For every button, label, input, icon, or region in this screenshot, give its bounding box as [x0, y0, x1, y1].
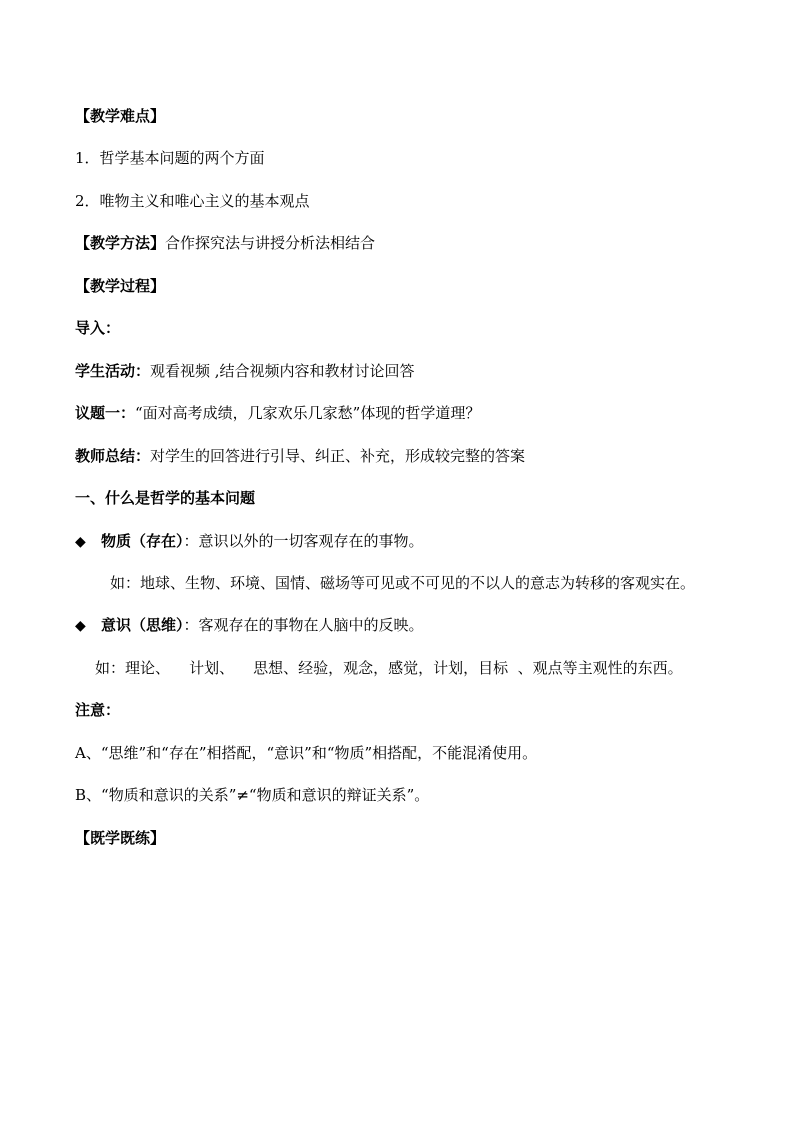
diamond-bullet-icon: ◆: [75, 618, 86, 634]
teaching-process-heading: 【教学过程】: [75, 277, 166, 295]
consciousness-definition-text: ：客观存在的事物在人脑中的反映。: [183, 616, 424, 634]
matter-definition-line: [75, 531, 424, 551]
intro-heading: 导入：: [75, 319, 121, 337]
teacher-summary-text: 对学生的回答进行引导、纠正、补充，形成较完整的答案: [150, 447, 526, 465]
consciousness-definition-line: [75, 615, 424, 635]
matter-definition-text: ：意识以外的一切客观存在的事物。: [183, 532, 424, 550]
teaching-method-label: 【教学方法】: [75, 234, 166, 252]
topic-one-line: [75, 403, 480, 423]
teaching-difficulty-heading: 【教学难点】: [75, 107, 166, 125]
section-one-heading: 一、什么是哲学的基本问题: [75, 489, 256, 507]
matter-label: 物质（存在）: [101, 532, 184, 550]
teaching-method-line: [75, 233, 375, 253]
consciousness-example: 如：理论、 计划、 思想、经验，观念，感觉，计划，目标 、观点等主观性的东西。: [95, 659, 683, 677]
topic-one-label: 议题一：: [75, 404, 136, 422]
student-activity-line: [75, 361, 415, 381]
student-activity-text: 观看视频 ,结合视频内容和教材讨论回答: [150, 362, 415, 380]
note-item-a: A、“思维”和“存在”相搭配，“意识”和“物质”相搭配，不能混淆使用。: [75, 744, 538, 762]
note-heading: 注意：: [75, 701, 121, 719]
note-item-b: B、“物质和意识的关系”≠“物质和意识的辩证关系”。: [75, 786, 430, 804]
teaching-method-text: 合作探究法与讲授分析法相结合: [165, 234, 376, 252]
topic-one-text: “面对高考成绩，几家欢乐几家愁”体现的哲学道理？: [135, 404, 481, 422]
consciousness-label: 意识（思维）: [101, 616, 184, 634]
student-activity-label: 学生活动：: [75, 362, 151, 380]
teacher-summary-label: 教师总结：: [75, 447, 151, 465]
difficulty-item-1: 1．哲学基本问题的两个方面: [75, 149, 265, 167]
practice-heading: 【既学既练】: [75, 829, 166, 847]
matter-example: 如：地球、生物、环境、国情、磁场等可见或不可见的不以人的意志为转移的客观实在。: [110, 574, 696, 592]
diamond-bullet-icon: ◆: [75, 534, 86, 550]
difficulty-item-2: 2．唯物主义和唯心主义的基本观点: [75, 192, 310, 210]
teacher-summary-line: [75, 446, 525, 466]
